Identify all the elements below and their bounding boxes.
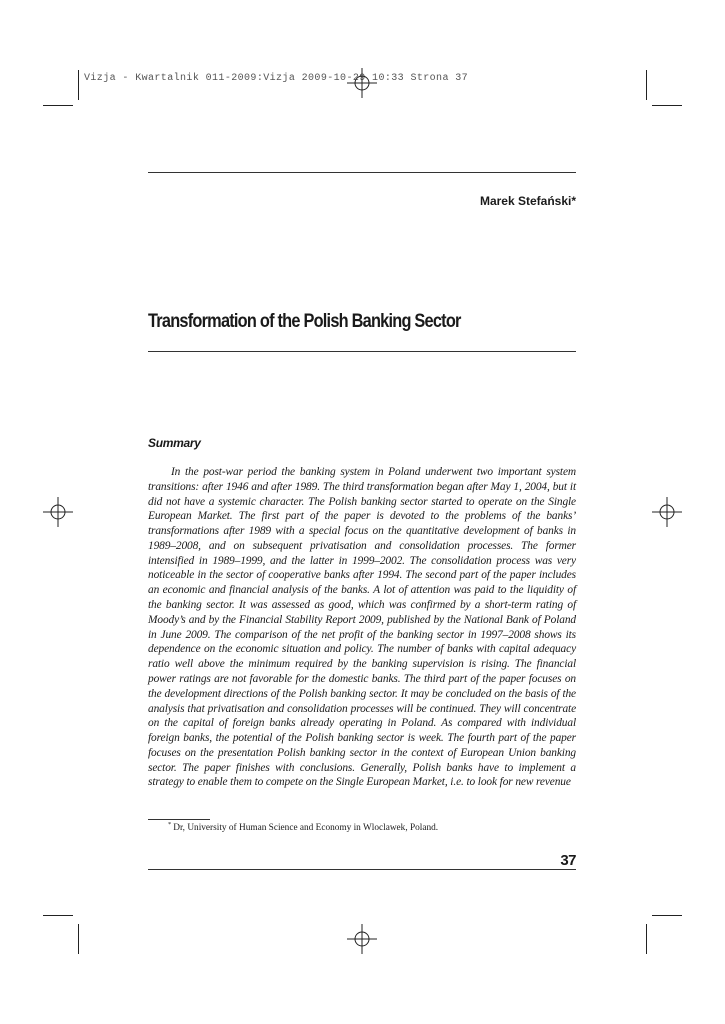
crop-mark-bottom-left-horizontal (43, 915, 73, 916)
crop-mark-bottom-right-vertical (646, 924, 647, 954)
summary-heading: Summary (148, 436, 201, 450)
crop-mark-top-right-vertical (646, 70, 647, 100)
registration-mark-right-icon (652, 497, 682, 527)
article-title: Transformation of the Polish Banking Sector (148, 311, 461, 332)
footnote-marker: * (168, 821, 172, 828)
registration-mark-top-icon (347, 68, 377, 98)
crop-mark-bottom-left-vertical (78, 924, 79, 954)
crop-mark-top-left-horizontal (43, 105, 73, 106)
footnote-text: Dr, University of Human Science and Economy in Wloclawek, Poland. (173, 823, 439, 833)
print-slug-line: Vizja - Kwartalnik 011-2009:Vizja 2009-10-29 10:33 Strona 37 (84, 73, 469, 84)
registration-mark-left-icon (43, 497, 73, 527)
crop-mark-bottom-right-horizontal (652, 915, 682, 916)
crop-mark-top-left-vertical (78, 70, 79, 100)
title-rule (148, 351, 576, 352)
top-rule (148, 172, 576, 173)
bottom-rule (148, 869, 576, 870)
crop-mark-top-right-horizontal (652, 105, 682, 106)
author-name: Marek Stefański* (479, 194, 576, 208)
footnote-rule (148, 819, 210, 820)
abstract-paragraph: In the post-war period the banking system in Poland underwent two important system transitions: after 1946 and after 1989. The third transformation began after May 1, 2004, but it did not have a systemic character. The Polish banking sector started to operate on the Single European Market. The first part of the paper is devoted to the problems of the banks’ transformations after 1989 with a special focus on the quantitative development of banks in 1989–2008, and on subsequent privatisation and consolidation processes. The former intensified in 1989–1999, and the latter in 1999–2002. The consolidation process was very noticeable in the sector of cooperative banks after 1994. The second part of the paper includes an economic and financial analysis of the banks. A lot of attention was paid to the liquidity of the banking sector. It was assessed as good, which was confirmed by a short-term rating of Moody’s and by the Financial Stability Report 2009, published by the National Bank of Poland in June 2009. The comparison of the net profit of the banking sector in 1997–2008 shows its dependence on the economic situation and policy. The number of banks with capital adequacy ratio well above the minimum required by the banking supervision is rising. The financial power ratings are not favorable for the domestic banks. The third part of the paper focuses on the development directions of the Polish banking sector. It may be concluded on the basis of the analysis that privatisation and consolidation processes will be continued. They will concentrate on the capital of foreign banks already operating in Poland. As compared with individual foreign banks, the potential of the Polish banking sector is week. The fourth part of the paper focuses on the presentation Polish banking sector in the context of European Union banking sector. The paper finishes with conclusions. Generally, Polish banks have to implement a strategy to enable them to compete on the Single European Market, i.e. to look for new revenue (148, 466, 576, 789)
registration-mark-bottom-icon (347, 924, 377, 954)
page-number: 37 (560, 852, 576, 869)
footnote (168, 823, 438, 833)
